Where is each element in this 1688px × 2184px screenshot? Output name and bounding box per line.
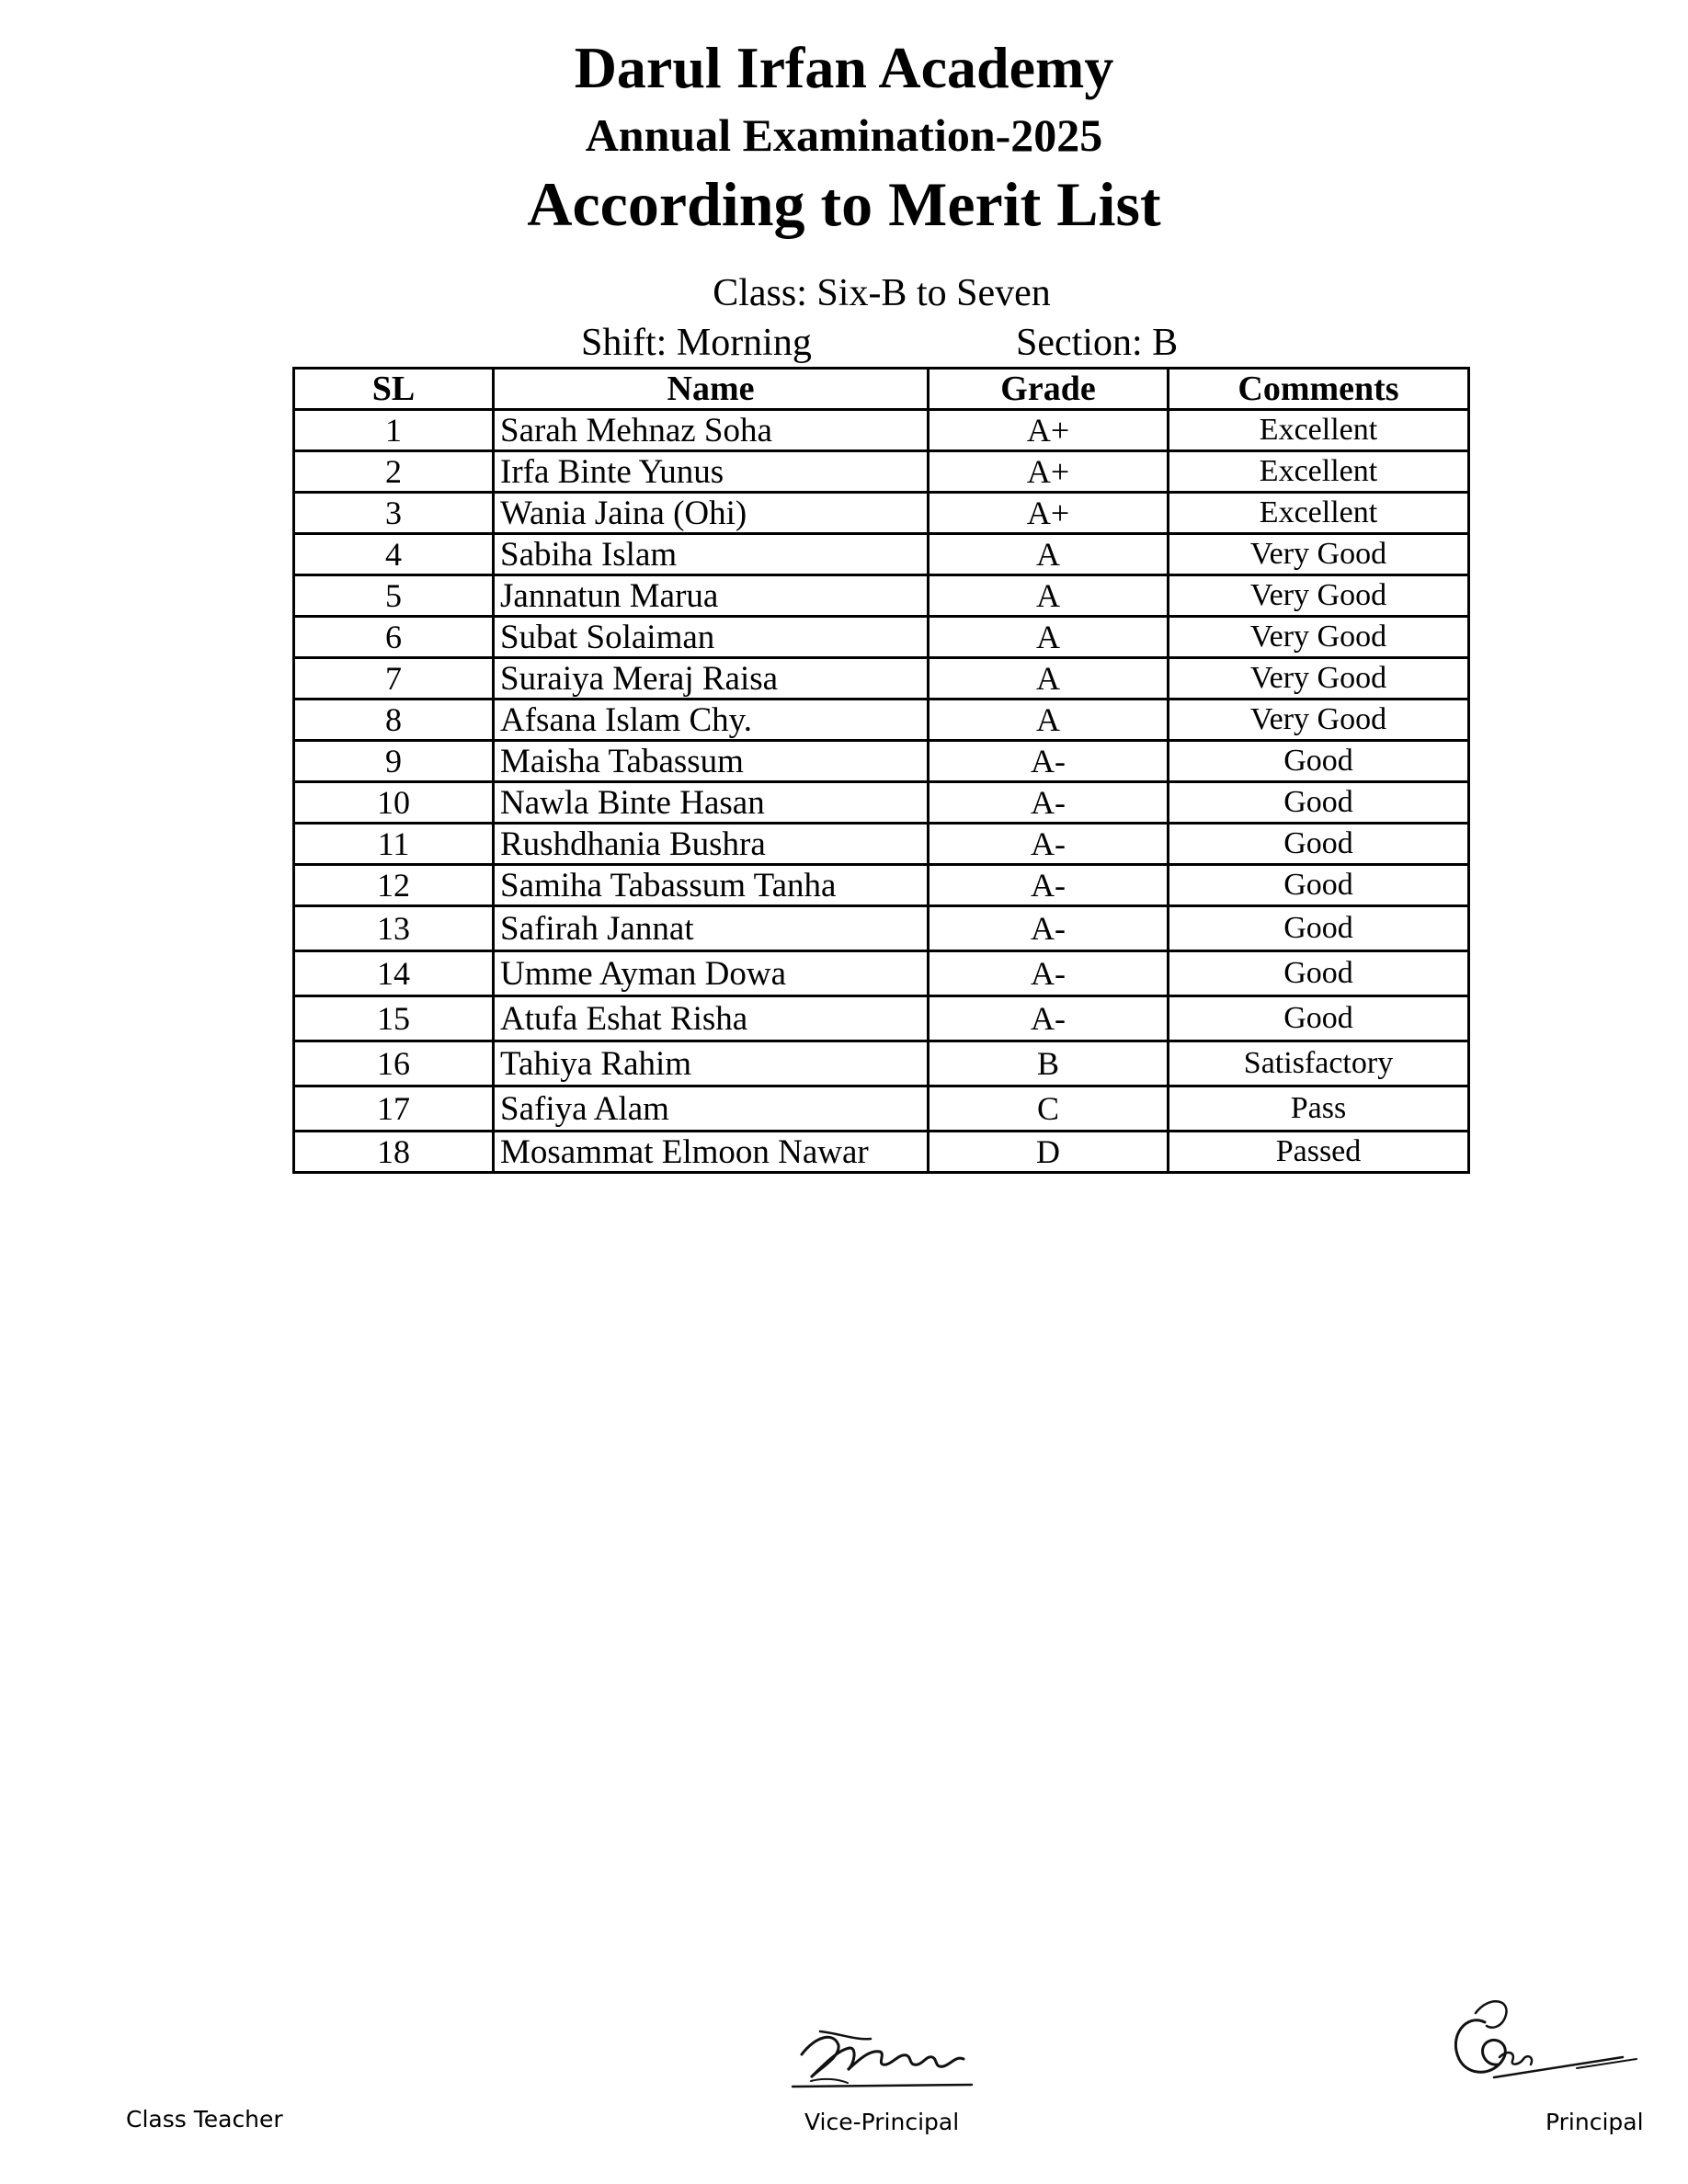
class-info: Class: Six-B to Seven	[713, 272, 1051, 314]
vice-principal-label: Vice-Principal	[804, 2109, 960, 2135]
row-comment: Good	[1169, 996, 1469, 1041]
row-grade: A-	[929, 741, 1169, 782]
table-row	[294, 906, 1469, 951]
school-name: Darul Irfan Academy	[574, 35, 1114, 100]
table-row	[294, 534, 1469, 575]
row-comment: Pass	[1169, 1086, 1469, 1132]
row-name: Rushdhania Bushra	[494, 824, 929, 865]
row-comment: Passed	[1169, 1132, 1469, 1173]
row-name: Suraiya Meraj Raisa	[494, 658, 929, 700]
row-comment: Very Good	[1169, 534, 1469, 575]
row-comment: Excellent	[1169, 493, 1469, 534]
row-sl: 8	[294, 700, 494, 741]
table-row	[294, 410, 1469, 451]
row-name: Safirah Jannat	[494, 906, 929, 951]
row-grade: A+	[929, 493, 1169, 534]
row-sl: 5	[294, 575, 494, 617]
row-sl: 15	[294, 996, 494, 1041]
column-header-grade: Grade	[929, 369, 1169, 410]
exam-title: Annual Examination-2025	[585, 109, 1103, 161]
table-row	[294, 617, 1469, 658]
column-header-sl: SL	[294, 369, 494, 410]
row-sl: 13	[294, 906, 494, 951]
table-row	[294, 493, 1469, 534]
table-row	[294, 658, 1469, 700]
merit-table	[292, 367, 1470, 1174]
row-grade: A-	[929, 906, 1169, 951]
row-comment: Good	[1169, 951, 1469, 996]
row-name: Irfa Binte Yunus	[494, 451, 929, 493]
principal-signature	[1439, 1985, 1650, 2096]
row-grade: D	[929, 1132, 1169, 1173]
row-sl: 17	[294, 1086, 494, 1132]
row-name: Umme Ayman Dowa	[494, 951, 929, 996]
row-comment: Excellent	[1169, 410, 1469, 451]
row-name: Samiha Tabassum Tanha	[494, 865, 929, 906]
vice-principal-signature	[783, 2013, 986, 2105]
row-sl: 16	[294, 1041, 494, 1086]
row-grade: A-	[929, 951, 1169, 996]
table-row	[294, 1086, 1469, 1132]
list-title: According to Merit List	[527, 169, 1161, 239]
row-comment: Excellent	[1169, 451, 1469, 493]
row-grade: A	[929, 575, 1169, 617]
table-row	[294, 1041, 1469, 1086]
table-row	[294, 782, 1469, 824]
row-name: Sarah Mehnaz Soha	[494, 410, 929, 451]
row-name: Maisha Tabassum	[494, 741, 929, 782]
row-comment: Good	[1169, 782, 1469, 824]
row-comment: Very Good	[1169, 700, 1469, 741]
row-name: Tahiya Rahim	[494, 1041, 929, 1086]
row-comment: Satisfactory	[1169, 1041, 1469, 1086]
row-sl: 2	[294, 451, 494, 493]
row-grade: A-	[929, 824, 1169, 865]
row-sl: 18	[294, 1132, 494, 1173]
table-header-row	[294, 369, 1469, 410]
table-row	[294, 951, 1469, 996]
row-name: Jannatun Marua	[494, 575, 929, 617]
row-grade: A-	[929, 865, 1169, 906]
row-comment: Good	[1169, 824, 1469, 865]
column-header-name: Name	[494, 369, 929, 410]
row-sl: 14	[294, 951, 494, 996]
row-name: Afsana Islam Chy.	[494, 700, 929, 741]
row-comment: Very Good	[1169, 617, 1469, 658]
row-grade: A+	[929, 451, 1169, 493]
row-grade: C	[929, 1086, 1169, 1132]
row-comment: Good	[1169, 865, 1469, 906]
table-row	[294, 865, 1469, 906]
row-comment: Good	[1169, 906, 1469, 951]
shift-info: Shift: Morning	[581, 322, 812, 364]
row-grade: A	[929, 700, 1169, 741]
row-sl: 10	[294, 782, 494, 824]
table-row	[294, 575, 1469, 617]
row-sl: 9	[294, 741, 494, 782]
class-teacher-label: Class Teacher	[126, 2106, 283, 2133]
column-header-comments: Comments	[1169, 369, 1469, 410]
row-grade: A	[929, 658, 1169, 700]
row-comment: Very Good	[1169, 575, 1469, 617]
row-grade: B	[929, 1041, 1169, 1086]
table-row	[294, 741, 1469, 782]
row-sl: 11	[294, 824, 494, 865]
row-comment: Very Good	[1169, 658, 1469, 700]
row-name: Wania Jaina (Ohi)	[494, 493, 929, 534]
section-info: Section: B	[1016, 322, 1179, 364]
row-sl: 4	[294, 534, 494, 575]
row-sl: 3	[294, 493, 494, 534]
row-name: Sabiha Islam	[494, 534, 929, 575]
row-name: Nawla Binte Hasan	[494, 782, 929, 824]
table-row	[294, 451, 1469, 493]
principal-label: Principal	[1545, 2109, 1644, 2135]
table-row	[294, 700, 1469, 741]
row-comment: Good	[1169, 741, 1469, 782]
row-name: Atufa Eshat Risha	[494, 996, 929, 1041]
row-sl: 12	[294, 865, 494, 906]
row-grade: A	[929, 617, 1169, 658]
row-sl: 1	[294, 410, 494, 451]
row-name: Subat Solaiman	[494, 617, 929, 658]
row-grade: A+	[929, 410, 1169, 451]
row-grade: A-	[929, 782, 1169, 824]
row-name: Mosammat Elmoon Nawar	[494, 1132, 929, 1173]
table-row	[294, 824, 1469, 865]
table-row	[294, 996, 1469, 1041]
row-grade: A-	[929, 996, 1169, 1041]
row-sl: 7	[294, 658, 494, 700]
table-row	[294, 1132, 1469, 1173]
row-sl: 6	[294, 617, 494, 658]
row-grade: A	[929, 534, 1169, 575]
row-name: Safiya Alam	[494, 1086, 929, 1132]
